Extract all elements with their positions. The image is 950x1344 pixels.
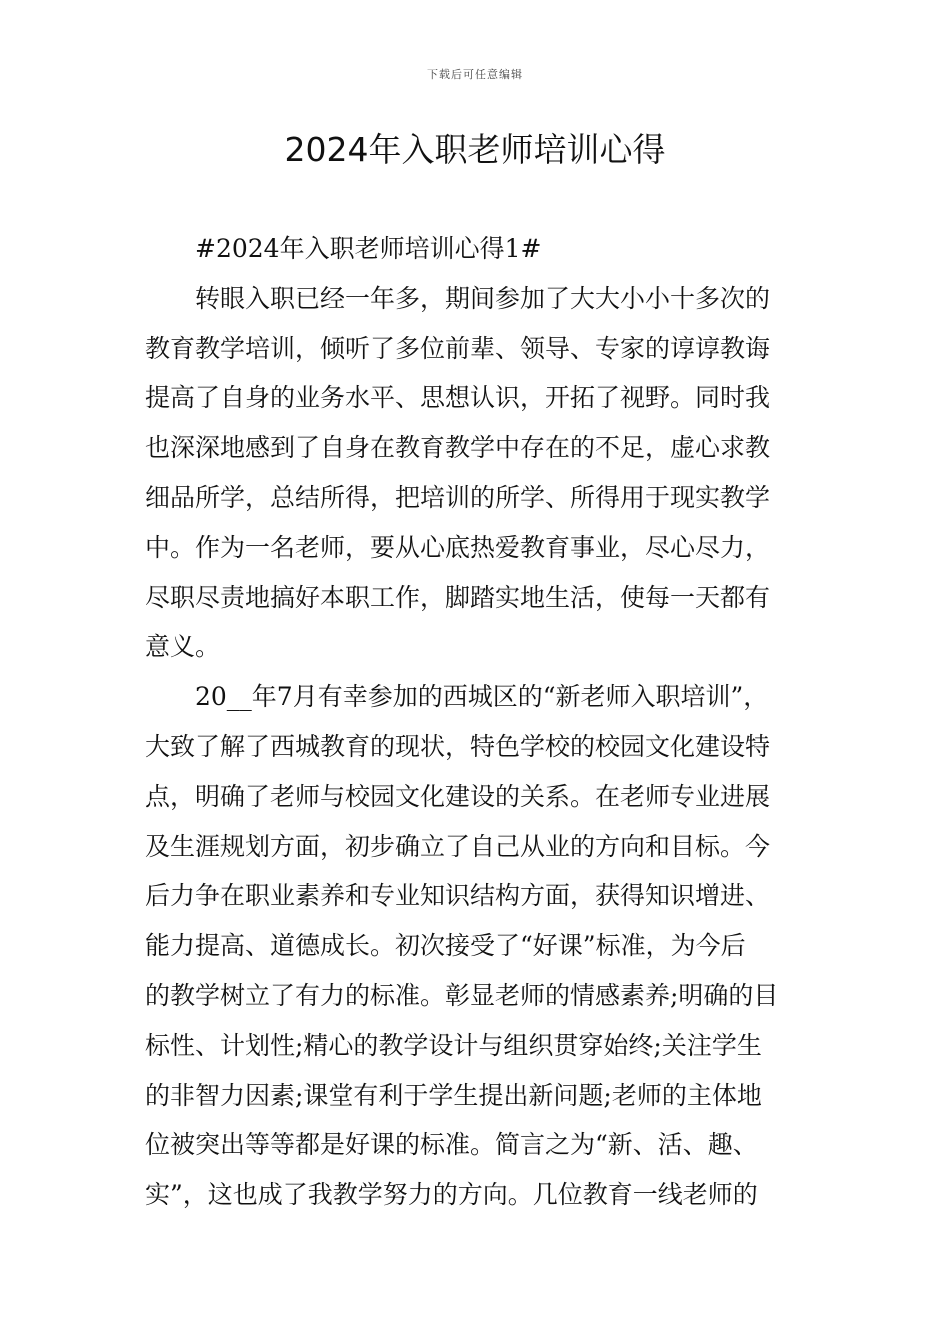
header-note: 下载后可任意编辑 — [427, 68, 523, 81]
body-line: 大致了解了西城教育的现状，特色学校的校园文化建设特 — [145, 731, 771, 761]
body-line: 意义。 — [145, 632, 221, 662]
body-line: 后力争在职业素养和专业知识结构方面，获得知识增进、 — [145, 881, 771, 911]
body-line: 也深深地感到了自身在教育教学中存在的不足，虚心求教 — [145, 433, 771, 463]
body-line: 的教学树立了有力的标准。彰显老师的情感素养;明确的目 — [145, 980, 779, 1010]
body-line: 及生涯规划方面，初步确立了自己从业的方向和目标。今 — [145, 831, 771, 861]
body-line: 标性、计划性;精心的教学设计与组织贯穿始终;关注学生 — [145, 1030, 762, 1060]
body-line: 的非智力因素;课堂有利于学生提出新问题;老师的主体地 — [145, 1080, 762, 1110]
body-line: 教育教学培训，倾听了多位前辈、领导、专家的谆谆教诲 — [145, 333, 771, 363]
body-line: 点，明确了老师与校园文化建设的关系。在老师专业进展 — [145, 781, 771, 811]
document-title: 2024年入职老师培训心得 — [284, 130, 666, 169]
body-line: #2024年入职老师培训心得1# — [195, 234, 542, 263]
body-line: 能力提高、道德成长。初次接受了“好课”标准，为今后 — [145, 931, 746, 961]
document-body — [145, 224, 810, 1220]
body-line: 实”，这也成了我教学努力的方向。几位教育一线老师的 — [145, 1180, 758, 1210]
body-line: 20__年7月有幸参加的西城区的“新老师入职培训”， — [195, 682, 769, 712]
body-line: 转眼入职已经一年多，期间参加了大大小小十多次的 — [195, 283, 771, 313]
body-line: 位被突出等等都是好课的标准。简言之为“新、活、趣、 — [145, 1130, 758, 1160]
body-line: 提高了自身的业务水平、思想认识，开拓了视野。同时我 — [145, 383, 771, 413]
body-line: 中。作为一名老师，要从心底热爱教育事业，尽心尽力， — [145, 532, 771, 562]
body-line: 细品所学，总结所得，把培训的所学、所得用于现实教学 — [145, 482, 771, 512]
body-line: 尽职尽责地搞好本职工作，脚踏实地生活，使每一天都有 — [145, 582, 771, 612]
